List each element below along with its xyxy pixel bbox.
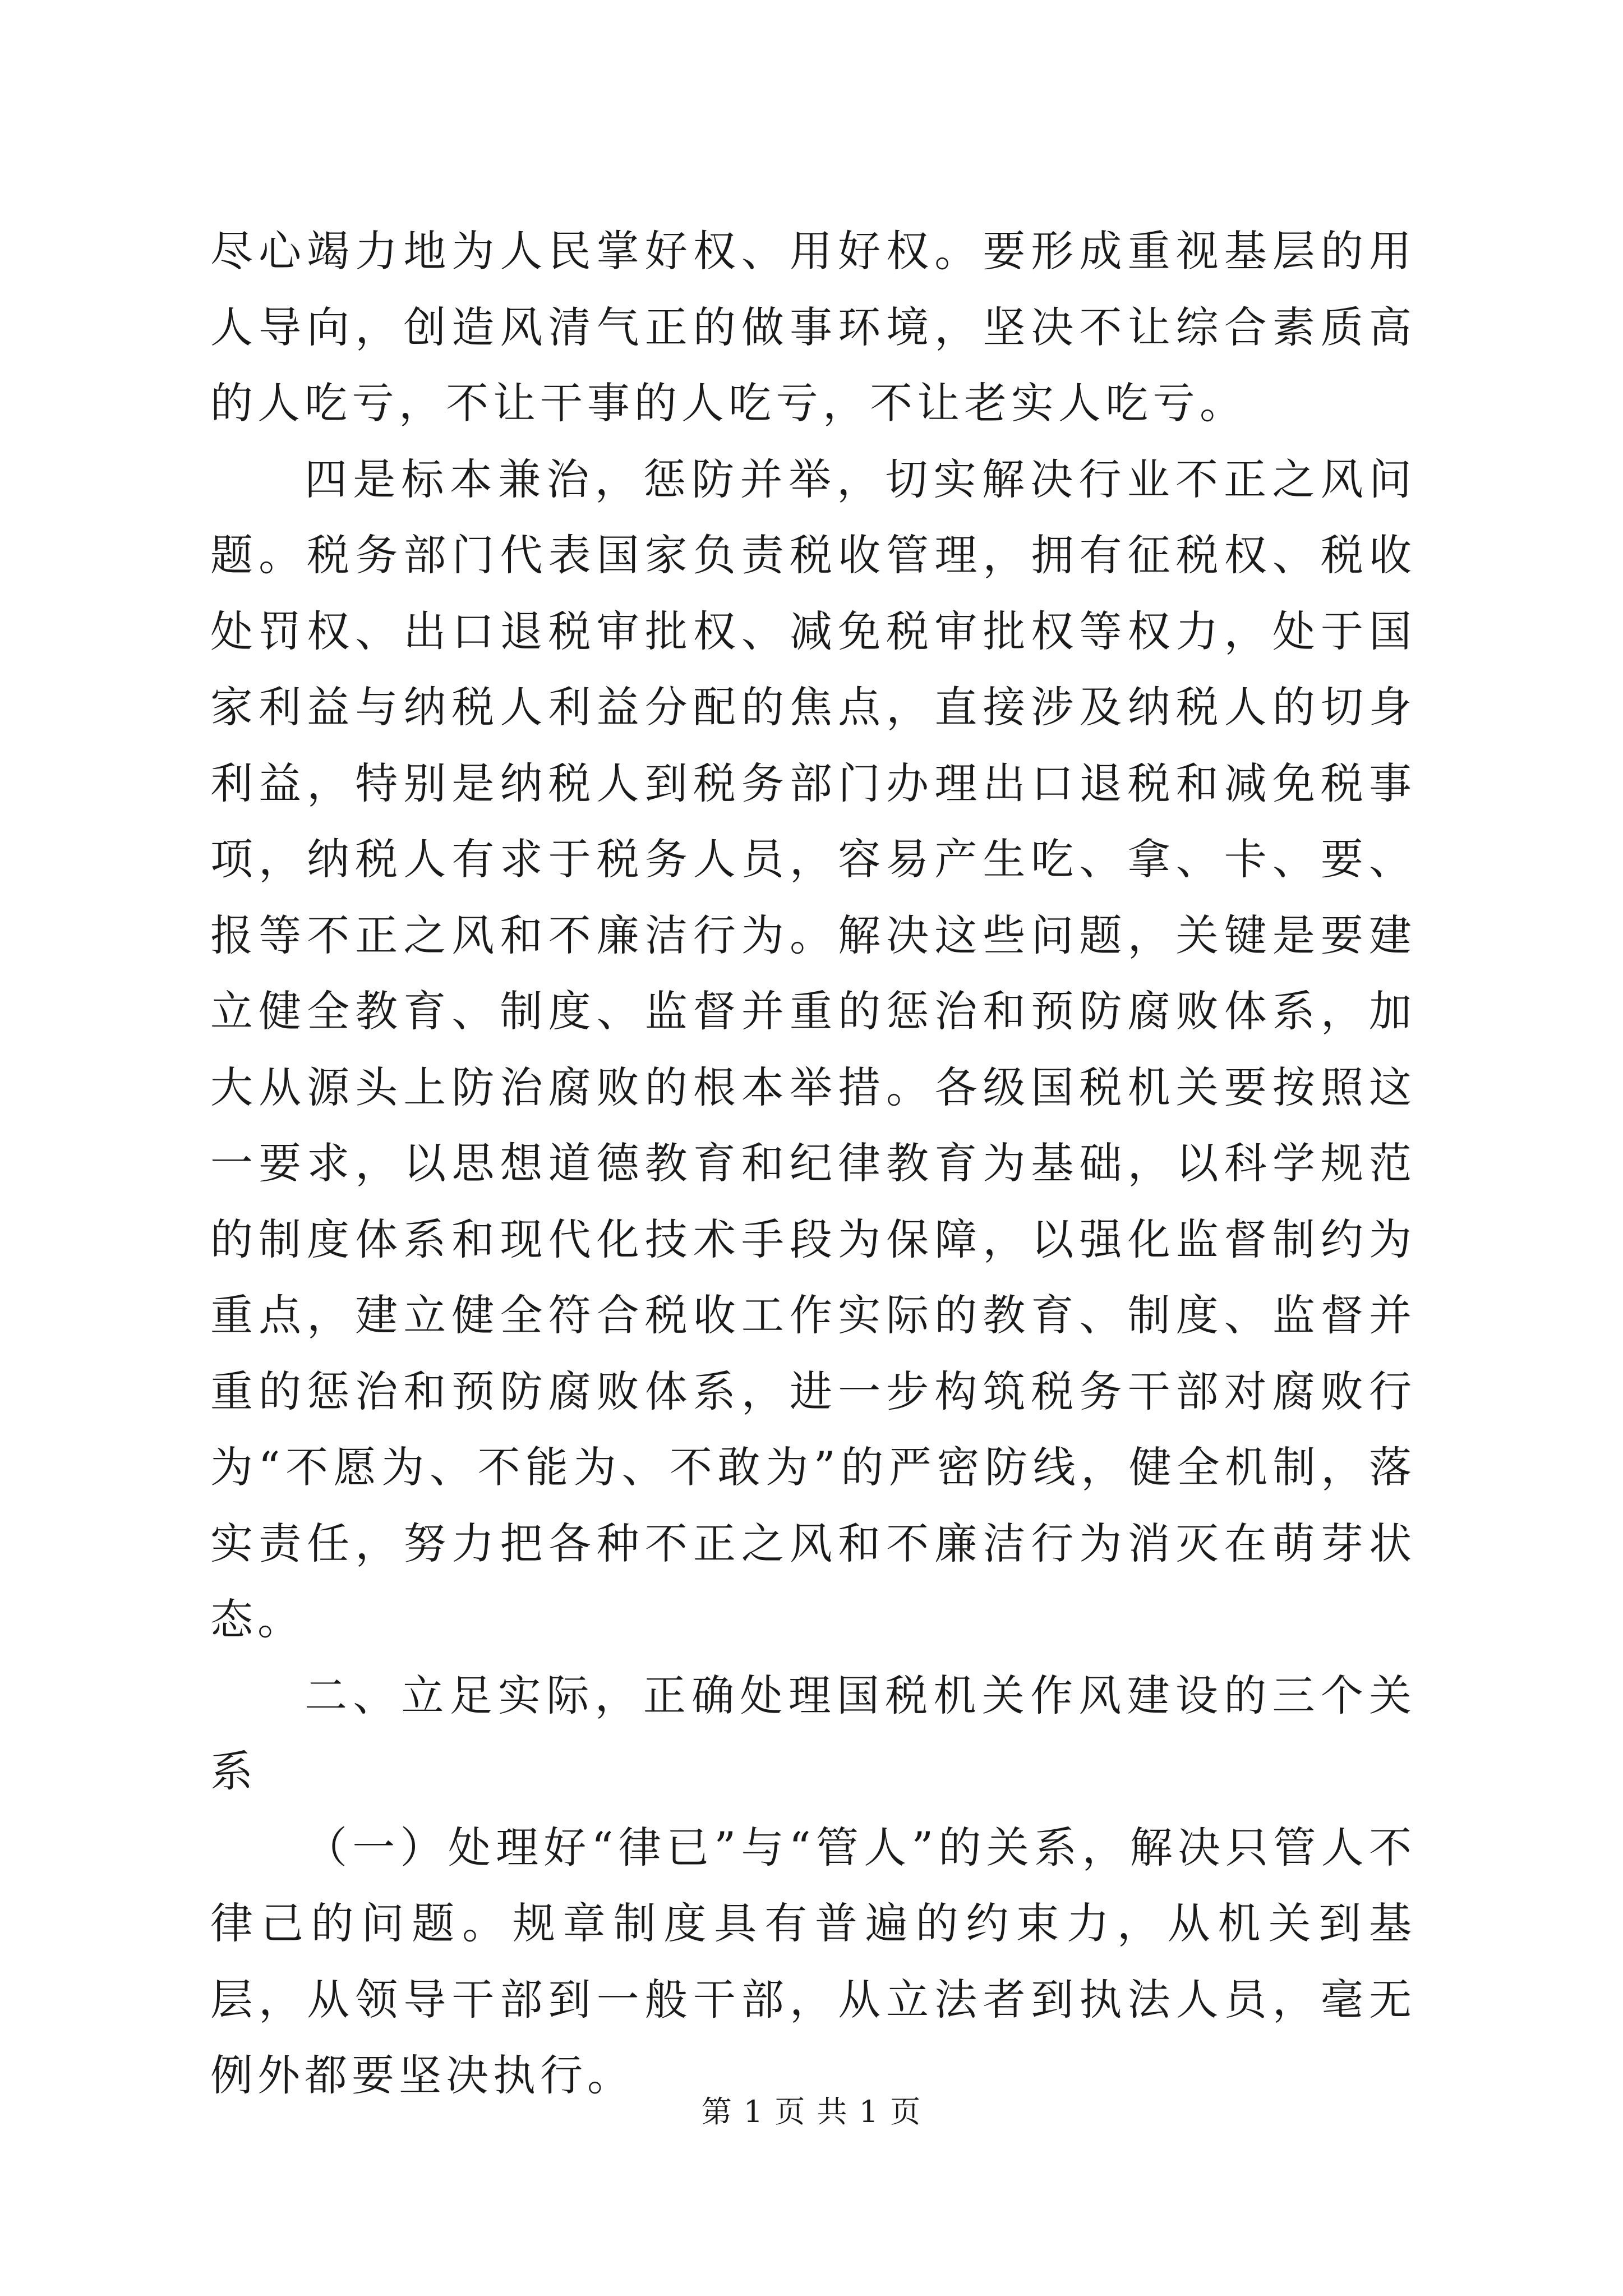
paragraph-continued: 尽心竭力地为人民掌好权、用好权。要形成重视基层的用人导向，创造风清气正的做事环境，坚决不让综合素质高的人吃亏，不让干事的人吃亏，不让老实人吃亏。 xyxy=(210,226,1416,428)
section-heading: 二、立足实际，正确处理国税机关作风建设的三个关系 xyxy=(210,1670,1416,1796)
document-body xyxy=(210,213,1416,2114)
paragraph-point-four: 四是标本兼治，惩防并举，切实解决行业不正之风问题。税务部门代表国家负责税收管理，拥有征税权、税收处罚权、出口退税审批权、减免税审批权等权力，处于国家利益与纳税人利益分配的焦点，直接涉及纳税人的切身利益，特别是纳税人到税务部门办理出口退税和减免税事项，纳税人有求于税务人员，容易产生吃、拿、卡、要、报等不正之风和不廉洁行为。解决这些问题，关键是要建立健全教育、制度、监督并重的惩治和预防腐败体系，加大从源头上防治腐败的根本举措。各级国税机关要按照这一要求，以思想道德教育和纪律教育为基础，以科学规范的制度体系和现代化技术手段为保障，以强化监督制约为重点，建立健全符合税收工作实际的教育、制度、监督并重的惩治和预防腐败体系，进一步构筑税务干部对腐败行为“不愿为、不能为、不敢为”的严密防线，健全机制，落实责任，努力把各种不正之风和不廉洁行为消灭在萌芽状态。 xyxy=(210,454,1416,1644)
page-footer: 第 1 页 共 1 页 xyxy=(701,2094,922,2129)
paragraph-subsection-one: （一）处理好“律已”与“管人”的关系，解决只管人不律己的问题。规章制度具有普遍的约束力，从机关到基层，从领导干部到一般干部，从立法者到执法人员，毫无例外都要坚决执行。 xyxy=(210,1822,1416,2100)
